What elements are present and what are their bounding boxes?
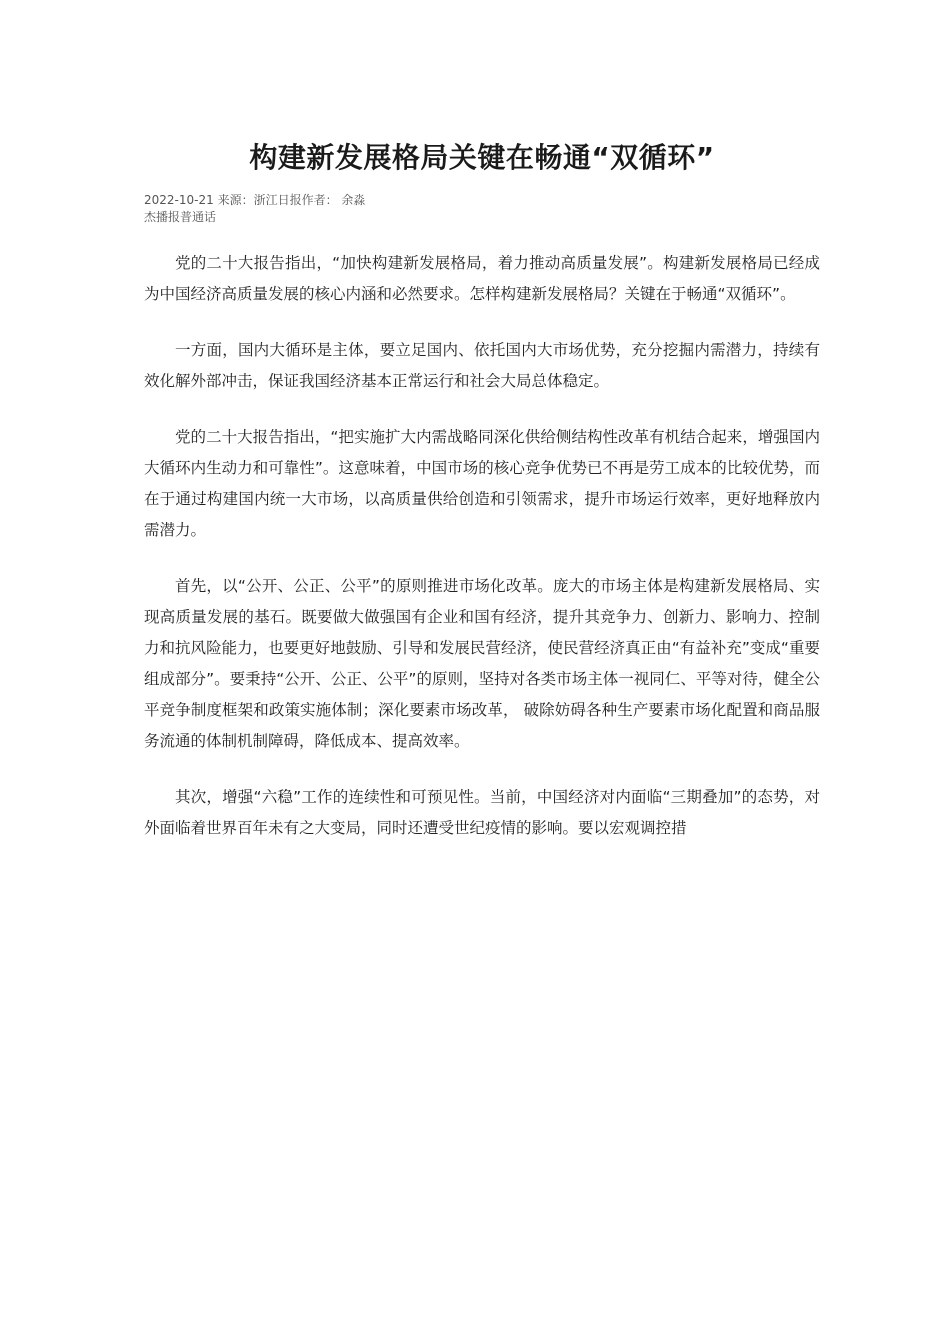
- article-title: 构建新发展格局关键在畅通“双循环”: [249, 141, 715, 174]
- article-author: 作者： 余淼: [301, 193, 366, 207]
- article-body: [144, 248, 820, 869]
- paragraph: 首先，以“公开、公正、公平”的原则推进市场化改革。庞大的市场主体是构建新发展格局、实现高质量发展的基石。既要做大做强国有企业和国有经济，提升其竞争力、创新力、影响力、控制力和抗风险能力，也要更好地鼓励、引导和发展民营经济，使民营经济真正由“有益补充”变成“重要组成部分”。要秉持“公开、公正、公平”的原则，坚持对各类市场主体一视同仁、平等对待，健全公平竞争制度框架和政策实施体制；深化要素市场改革， 破除妨碍各种生产要素市场化配置和商品服务流通的体制机制障碍，降低成本、提高效率。: [144, 577, 820, 750]
- paragraph: 党的二十大报告指出，“加快构建新发展格局，着力推动高质量发展”。构建新发展格局已经成为中国经济高质量发展的核心内涵和必然要求。怎样构建新发展格局？关键在于畅通“双循环”。: [144, 254, 820, 303]
- meta-line: [144, 192, 820, 209]
- article-meta: [144, 192, 820, 226]
- paragraph: 一方面，国内大循环是主体，要立足国内、依托国内大市场优势，充分挖掘内需潜力，持续有效化解外部冲击，保证我国经济基本正常运行和社会大局总体稳定。: [144, 341, 820, 390]
- audio-broadcast-label[interactable]: 杰播报普通话: [144, 210, 217, 224]
- publish-date: 2022-10-21: [144, 193, 214, 207]
- paragraph: 党的二十大报告指出，“把实施扩大内需战略同深化供给侧结构性改革有机结合起来，增强国内大循环内生动力和可靠性”。这意味着，中国市场的核心竞争优势已不再是劳工成本的比较优势，而在于通过构建国内统一大市场，以高质量供给创造和引领需求，提升市场运行效率，更好地释放内需潜力。: [144, 428, 820, 539]
- article-source: 来源：浙江日报: [217, 193, 302, 207]
- paragraph: 其次，增强“六稳”工作的连续性和可预见性。当前，中国经济对内面临“三期叠加”的态势，对外面临着世界百年未有之大变局，同时还遭受世纪疫情的影响。要以宏观调控措: [144, 788, 820, 837]
